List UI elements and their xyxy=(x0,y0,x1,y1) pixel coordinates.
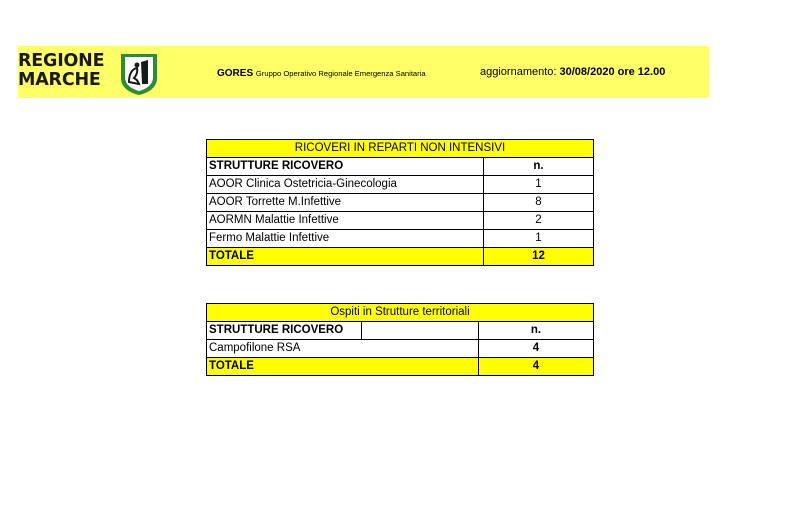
regione-marche-logo xyxy=(18,52,168,96)
table-ricoveri xyxy=(206,139,594,266)
update-info xyxy=(480,66,665,78)
table-row xyxy=(207,194,594,212)
header-banner xyxy=(18,46,709,98)
row-count: 4 xyxy=(479,340,594,358)
empty-header-cell xyxy=(362,322,479,340)
total-label: TOTALE xyxy=(207,358,479,376)
total-label: TOTALE xyxy=(207,248,484,266)
column-header-n: n. xyxy=(484,158,594,176)
table-title: Ospiti in Strutture territoriali xyxy=(207,304,594,322)
row-name: Fermo Malattie Infettive xyxy=(207,230,484,248)
table-row xyxy=(207,340,594,358)
update-value: 30/08/2020 ore 12.00 xyxy=(559,66,666,78)
table-row xyxy=(207,230,594,248)
total-value: 12 xyxy=(484,248,594,266)
total-value: 4 xyxy=(479,358,594,376)
logo-line-2: MARCHE xyxy=(18,70,101,90)
row-count: 1 xyxy=(484,176,594,194)
update-label: aggiornamento: xyxy=(480,66,557,78)
table-row xyxy=(207,212,594,230)
table-row xyxy=(207,176,594,194)
column-header-strutture: STRUTTURE RICOVERO xyxy=(207,322,362,340)
row-name: AOOR Clinica Ostetricia-Ginecologia xyxy=(207,176,484,194)
row-count: 8 xyxy=(484,194,594,212)
logo-line-1: REGIONE xyxy=(18,51,105,71)
column-header-n: n. xyxy=(479,322,594,340)
row-name: Campofilone RSA xyxy=(207,340,479,358)
gores-title: GORES xyxy=(217,68,254,79)
table-title: RICOVERI IN REPARTI NON INTENSIVI xyxy=(207,140,594,158)
column-header-strutture: STRUTTURE RICOVERO xyxy=(207,158,484,176)
row-count: 1 xyxy=(484,230,594,248)
row-name: AOOR Torrette M.Infettive xyxy=(207,194,484,212)
row-count: 2 xyxy=(484,212,594,230)
logo-wordmark xyxy=(18,52,104,90)
row-name: AORMN Malattie Infettive xyxy=(207,212,484,230)
table-ospiti xyxy=(206,303,594,376)
gores-label xyxy=(217,68,426,79)
regione-emblem-icon xyxy=(118,52,160,96)
gores-subtitle: Gruppo Operativo Regionale Emergenza Sanitaria xyxy=(255,69,426,78)
